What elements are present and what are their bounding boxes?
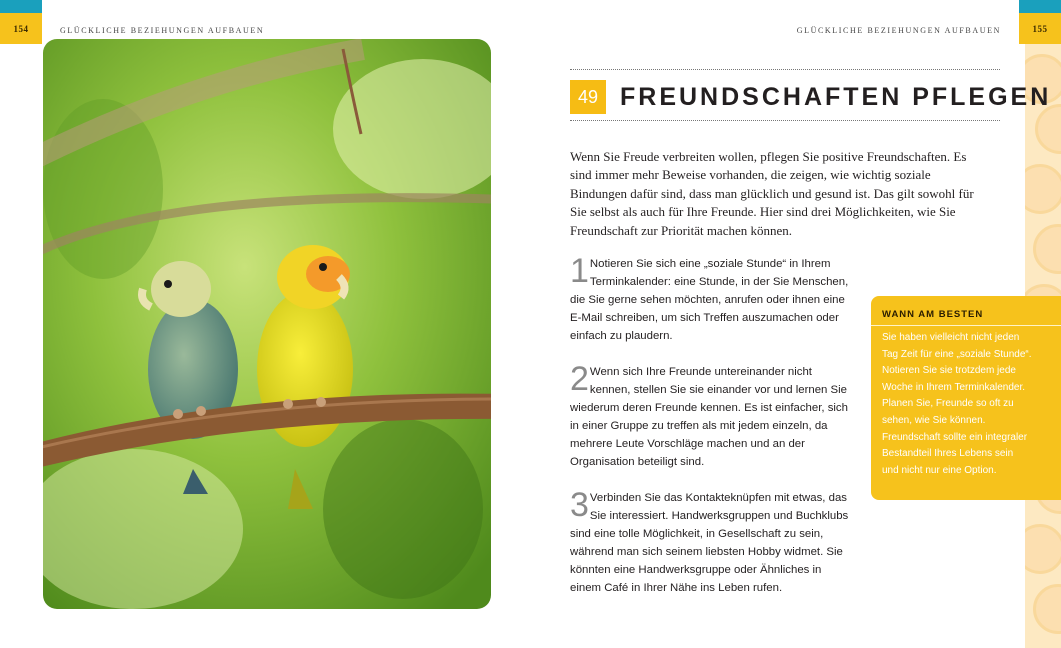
title-rule-bottom — [570, 120, 1000, 121]
running-head-left: GLÜCKLICHE BEZIEHUNGEN AUFBAUEN — [60, 26, 265, 35]
title-rule-top — [570, 69, 1000, 70]
page-number-tab-right — [1019, 0, 1061, 44]
tip-box — [871, 296, 1061, 500]
section-number-badge: 49 — [570, 80, 606, 114]
item-text: Wenn sich Ihre Freunde untereinander nicht kennen, stellen Sie sie einander vor und lernen Sie wiederum deren Freunde kennen. Es ist einfacher, sich in einer Gruppe zu treffen als mit jedem einzeln, da mehrere Leute Vorschläge machen und an der Organisation beteiligt sind. — [570, 366, 848, 469]
page-number-tab-left — [0, 0, 42, 44]
intro-paragraph: Wenn Sie Freude verbreiten wollen, pflegen Sie positive Freundschaften. Es sind immer mehr Beweise vorhanden, die zeigen, wie wichtig soziale Bindungen dafür sind, dass man glücklich und gesund ist. Das gilt sowohl für Sie selbst als auch für Ihre Freunde. Hier sind drei Möglichkeiten, wie Sie Freundschaft zur Priorität machen können. — [570, 149, 974, 238]
tab-cap-left — [0, 0, 42, 13]
page-number-right: 155 — [1032, 24, 1048, 34]
section-title: FREUNDSCHAFTEN PFLEGEN — [620, 83, 1052, 111]
tip-box-title: WANN AM BESTEN — [882, 309, 984, 320]
item-number: 2 — [570, 360, 589, 398]
lovebirds-photo — [43, 39, 491, 609]
item-number: 3 — [570, 486, 589, 524]
item-number: 1 — [570, 252, 589, 290]
item-text: Verbinden Sie das Kontakteknüpfen mit etwas, das Sie interessiert. Handwerksgruppen und Buchklubs sind eine tolle Möglichkeit, in Gesellschaft zu sein, während man sich seinem liebsten Hobby widmet. Sie könnten eine Handwerksgruppe oder Ähnliches in einem Café in Ihrer Nähe ins Leben rufen. — [570, 492, 849, 595]
page-number-left: 154 — [13, 24, 29, 34]
list-item — [570, 252, 853, 345]
item-text: Notieren Sie sich eine „soziale Stunde“ in Ihrem Terminkalender: eine Stunde, in der Sie Menschen, die Sie gerne sehen möchten, anrufen oder ihnen eine E-Mail schreiben, um sich Treffen auszumachen oder einfach zu plaudern. — [570, 258, 849, 343]
tip-box-text: Sie haben vielleicht nicht jeden Tag Zeit für eine „soziale Stunde“. Notieren Sie sie trotzdem jede Woche in Ihrem Terminkalender. Planen Sie, Freunde so oft zu sehen, wie Sie können. Freundschaft sollte ein integraler Bestandteil Ihres Lebens sein und nicht nur eine Option. — [882, 332, 1032, 476]
tip-box-rule — [871, 325, 1061, 326]
list-item — [570, 360, 853, 472]
running-head-right: GLÜCKLICHE BEZIEHUNGEN AUFBAUEN — [796, 26, 1001, 35]
list-item — [570, 486, 853, 598]
tab-cap-right — [1019, 0, 1061, 13]
